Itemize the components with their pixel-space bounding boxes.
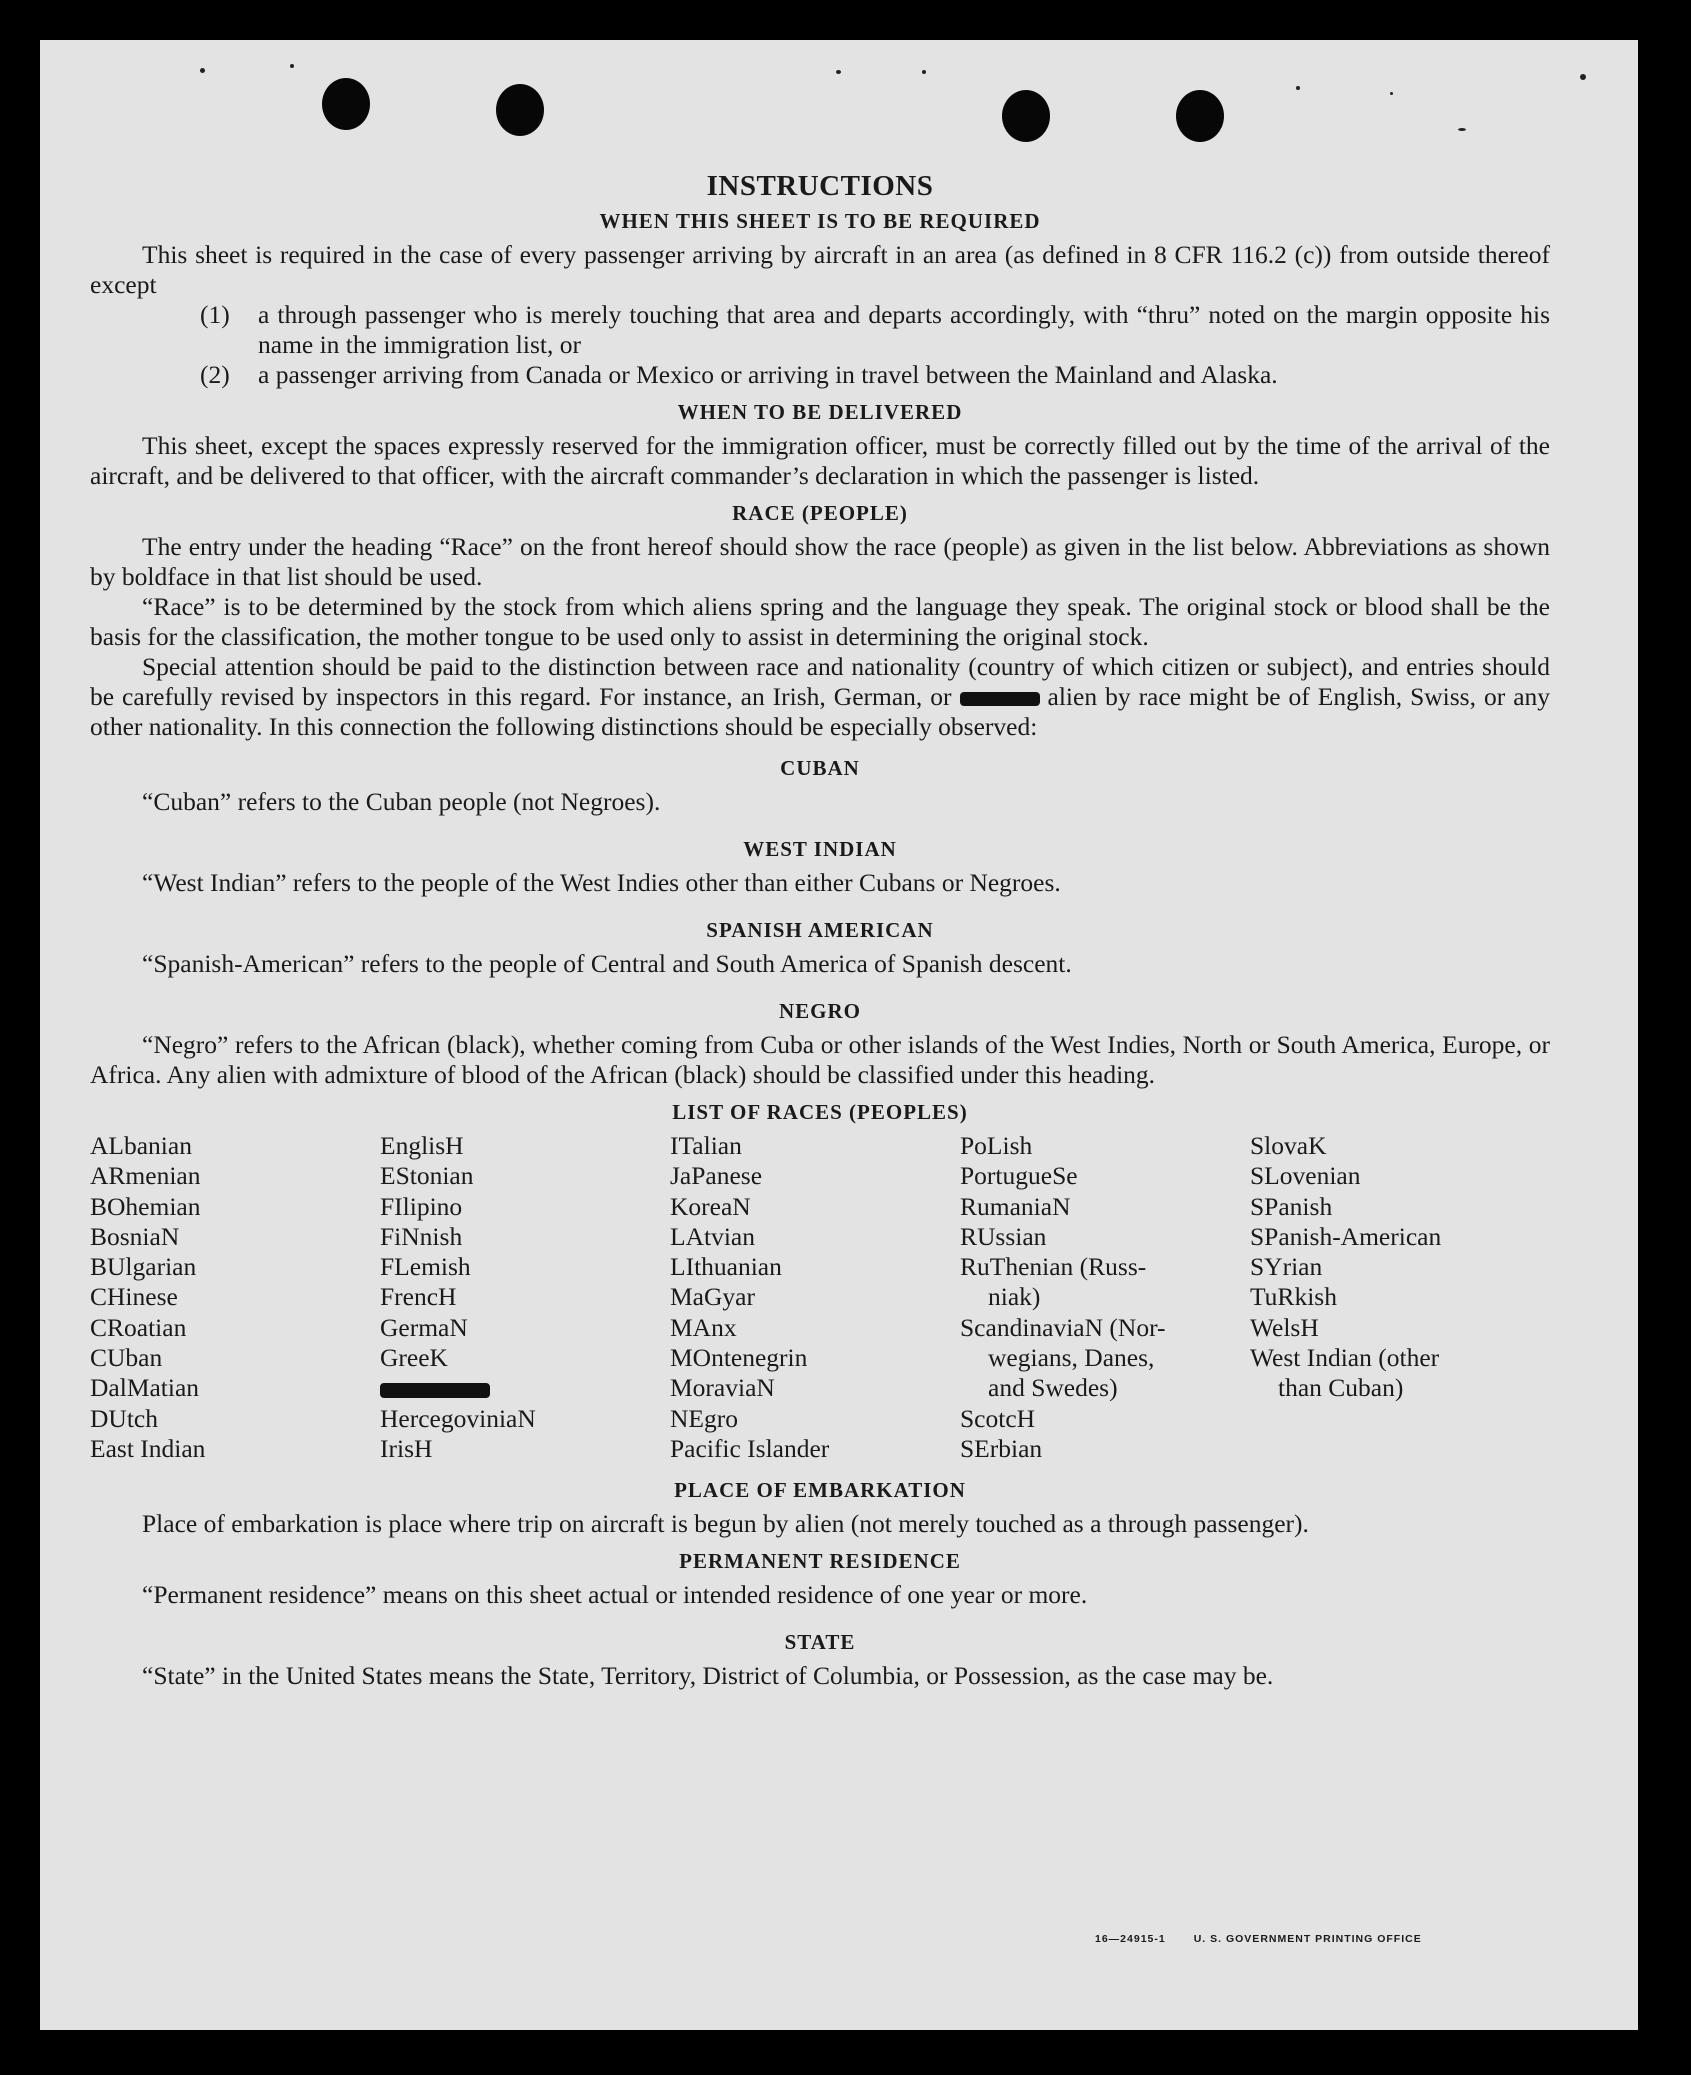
- race-entry: PortugueSe: [960, 1161, 1078, 1191]
- paper-speck: [836, 70, 841, 74]
- race-entry: EnglisH: [380, 1131, 464, 1160]
- race-entry: MoraviaN: [670, 1373, 775, 1403]
- paper-speck: [922, 70, 926, 74]
- race-entry: CUban: [90, 1343, 163, 1373]
- form-number: 16—24915-1: [1095, 1933, 1166, 1945]
- section-heading-residence: PERMANENT RESIDENCE: [679, 1549, 961, 1574]
- section-heading-spanish-american: SPANISH AMERICAN: [706, 918, 934, 942]
- race-entry: PoLish: [960, 1131, 1033, 1160]
- race-entry: FiNnish: [380, 1221, 463, 1251]
- race-entry: CHinese: [90, 1282, 178, 1312]
- instructions-content: [90, 170, 1550, 1691]
- section-heading-embarkation: PLACE OF EMBARKATION: [674, 1478, 966, 1503]
- race-entry: JaPanese: [670, 1161, 763, 1191]
- race-entry: East Indian: [90, 1433, 206, 1463]
- race-entry: and Swedes): [988, 1373, 1118, 1403]
- item-number: (2): [200, 360, 230, 389]
- race-entry: ALbanian: [90, 1131, 192, 1160]
- races-column: [1250, 1131, 1540, 1464]
- races-column: [960, 1131, 1250, 1464]
- punch-hole: [1176, 90, 1224, 142]
- race-entry: DUtch: [90, 1403, 158, 1433]
- race-entry: CRoatian: [90, 1312, 187, 1342]
- race-entry: WelsH: [1250, 1312, 1319, 1342]
- race-entry: ARmenian: [90, 1161, 201, 1191]
- race-entry: SErbian: [960, 1433, 1043, 1463]
- section-heading-required: WHEN THIS SHEET IS TO BE REQUIRED: [599, 209, 1041, 233]
- spanish-american-text: “Spanish-American” refers to the people of Central and South America of Spanish descent.: [142, 949, 1072, 978]
- race-entry: GreeK: [380, 1343, 448, 1373]
- delivered-text: This sheet, except the spaces expressly reserved for the immigration officer, must be correctly filled out by the time of the arrival of the aircraft, and be delivered to that officer, with the aircraft commander’s declaration in which the passenger is listed.: [90, 431, 1550, 490]
- race-entry: LAtvian: [670, 1221, 755, 1251]
- race-entry: SLovenian: [1250, 1161, 1361, 1191]
- race-entry: FLemish: [380, 1252, 471, 1282]
- section-heading-race: RACE (PEOPLE): [732, 501, 908, 525]
- race-entry: BosniaN: [90, 1221, 180, 1251]
- race-entry: MAnx: [670, 1312, 737, 1342]
- section-heading-west-indian: WEST INDIAN: [743, 837, 897, 861]
- paper-speck: [1580, 74, 1586, 80]
- section-heading-races-list: LIST OF RACES (PEOPLES): [672, 1100, 968, 1124]
- race-entry: RumaniaN: [960, 1191, 1071, 1221]
- race-paragraph: “Race” is to be determined by the stock from which aliens spring and the language they speak. The original stock or blood shall be the basis for the classification, the mother tongue to be used only to assist in determining the original stock.: [90, 592, 1550, 651]
- required-intro: This sheet is required in the case of every passenger arriving by aircraft in an area (as defined in 8 CFR 116.2 (c)) from outside thereof except: [90, 240, 1550, 299]
- page-title: INSTRUCTIONS: [706, 170, 934, 202]
- races-column: [380, 1131, 670, 1464]
- redaction-mark: [960, 692, 1040, 706]
- race-paragraph-end: alien by race might be of English, Swiss, or any other nationality. In this connection the following distinctions should be especially observed:: [90, 682, 1551, 741]
- race-entry: MaGyar: [670, 1282, 755, 1312]
- race-entry: RuThenian (Russ-: [960, 1252, 1147, 1282]
- race-entry: SYrian: [1250, 1252, 1323, 1282]
- race-entry: SlovaK: [1250, 1131, 1327, 1160]
- redaction-mark: [380, 1383, 490, 1398]
- section-heading-negro: NEGRO: [778, 999, 861, 1023]
- residence-text: “Permanent residence” means on this sheet actual or intended residence of one year or more.: [142, 1580, 1088, 1610]
- race-entry: RUssian: [960, 1221, 1047, 1251]
- race-entry: NEgro: [670, 1403, 738, 1433]
- race-entry: BUlgarian: [90, 1252, 197, 1282]
- printer-credit: U. S. GOVERNMENT PRINTING OFFICE: [1193, 1933, 1422, 1945]
- race-entry: ScotcH: [960, 1403, 1036, 1433]
- footer: [1095, 1933, 1450, 1945]
- race-entry: FIlipino: [380, 1191, 463, 1221]
- race-paragraph: [90, 652, 1550, 742]
- cuban-text: “Cuban” refers to the Cuban people (not Negroes).: [142, 787, 661, 816]
- document-sheet: [40, 40, 1638, 2030]
- punch-hole: [1002, 90, 1050, 142]
- section-heading-state: STATE: [784, 1630, 856, 1655]
- item-text: a passenger arriving from Canada or Mexico or arriving in travel between the Mainland and Alaska.: [258, 360, 1278, 389]
- paper-speck: [290, 64, 294, 68]
- race-entry: Pacific Islander: [670, 1433, 830, 1463]
- race-entry: EStonian: [380, 1161, 474, 1191]
- section-heading-delivered: WHEN TO BE DELIVERED: [677, 400, 963, 424]
- race-paragraph: The entry under the heading “Race” on the front hereof should show the race (people) as given in the list below. Abbreviations as shown by boldface in that list should be used.: [90, 532, 1550, 591]
- state-text: “State” in the United States means the State, Territory, District of Columbia, or Possession, as the case may be.: [142, 1661, 1274, 1691]
- race-paragraph-start: Special attention should be paid to the distinction between race and nationality (country of which citizen or subject), and entries should be carefully revised by inspectors in this regard. For instance, an Irish, German, or: [90, 652, 1550, 711]
- race-entry: than Cuban): [1278, 1373, 1404, 1403]
- race-entry: SPanish: [1250, 1191, 1333, 1221]
- races-column: [90, 1131, 380, 1464]
- race-entry: West Indian (other: [1250, 1343, 1440, 1373]
- paper-speck: [200, 68, 205, 73]
- race-entry-redacted: [380, 1373, 670, 1403]
- item-number: (1): [200, 300, 230, 329]
- race-entry: HercegoviniaN: [380, 1403, 536, 1433]
- race-entry: BOhemian: [90, 1191, 201, 1221]
- race-entry: IrisH: [380, 1433, 433, 1463]
- race-entry: niak): [988, 1282, 1041, 1312]
- punch-hole: [322, 78, 370, 130]
- race-entry: SPanish-American: [1250, 1221, 1442, 1251]
- race-entry: DalMatian: [90, 1373, 200, 1403]
- paper-speck: [1296, 86, 1300, 90]
- section-heading-cuban: CUBAN: [780, 756, 860, 780]
- race-entry: LIthuanian: [670, 1252, 782, 1282]
- paper-speck: [1390, 92, 1393, 95]
- paper-speck: [1458, 128, 1466, 131]
- race-entry: TuRkish: [1250, 1282, 1337, 1312]
- west-indian-text: “West Indian” refers to the people of the West Indies other than either Cubans or Negroes.: [142, 868, 1061, 897]
- list-item: [90, 300, 1550, 360]
- race-entry: FrencH: [380, 1282, 457, 1312]
- races-list: [90, 1131, 1550, 1464]
- race-entry: GermaN: [380, 1312, 468, 1342]
- race-entry: wegians, Danes,: [988, 1343, 1155, 1373]
- race-entry: KoreaN: [670, 1191, 751, 1221]
- race-entry: ScandinaviaN (Nor-: [960, 1312, 1166, 1342]
- negro-text: “Negro” refers to the African (black), whether coming from Cuba or other islands of the West Indies, North or South America, Europe, or Africa. Any alien with admixture of blood of the African (black) should be classified under this heading.: [90, 1030, 1550, 1089]
- punch-hole: [496, 84, 544, 136]
- item-text: a through passenger who is merely touching that area and departs accordingly, with “thru” noted on the margin opposite his name in the immigration list, or: [258, 300, 1550, 359]
- embarkation-text: Place of embarkation is place where trip on aircraft is begun by alien (not merely touched as a through passenger).: [142, 1509, 1309, 1539]
- race-entry: MOntenegrin: [670, 1343, 808, 1373]
- list-item: [90, 360, 1550, 390]
- race-entry: ITalian: [670, 1131, 742, 1160]
- races-column: [670, 1131, 960, 1464]
